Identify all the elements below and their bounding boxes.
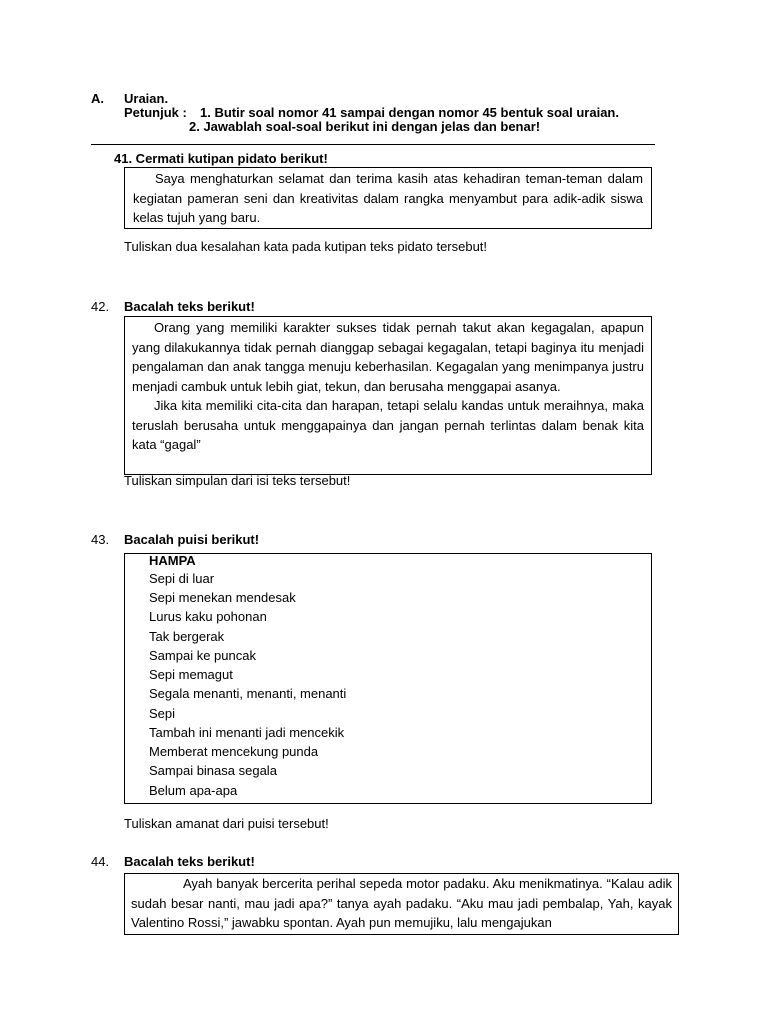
q41-heading: 41. Cermati kutipan pidato berikut! bbox=[114, 151, 328, 166]
q43-poem-line: Segala menanti, menanti, menanti bbox=[149, 686, 347, 701]
instruction-2: 2. Jawablah soal-soal berikut ini dengan jelas dan benar! bbox=[189, 119, 541, 134]
q43-poem-line: Sepi menekan mendesak bbox=[149, 590, 296, 605]
q43-poem-line: Belum apa-apa bbox=[149, 783, 238, 798]
q43-number: 43. bbox=[91, 532, 110, 547]
q43-poem-line: Lurus kaku pohonan bbox=[149, 609, 267, 624]
q44-passage: Ayah banyak bercerita perihal sepeda motor padaku. Aku menikmatinya. “Kalau adik sudah besar nanti, mau jadi apa?” tanya ayah padaku. “Aku mau jadi pembalap, Yah, kayak Valentino Rossi,” jawabku spontan. Ayah pun memujiku, lalu mengajukan bbox=[131, 876, 672, 930]
instruction-1: 1. Butir soal nomor 41 sampai dengan nomor 45 bentuk soal uraian. bbox=[200, 105, 619, 120]
q42-paragraph-1: Orang yang memiliki karakter sukses tidak pernah takut akan kegagalan, apapun yang dilakukannya tidak pernah dianggap sebagai kegagalan, tetapi baginya itu menjadi pengalaman dan anak tangga menuju keberhasilan. Kegagalan yang menimpanya justru menjadi cambuk untuk lebih giat, tekun, dan berusaha menggapai asanya. bbox=[132, 320, 644, 394]
q43-poem-line: Sampai ke puncak bbox=[149, 648, 256, 663]
q42-question: Tuliskan simpulan dari isi teks tersebut! bbox=[124, 473, 351, 488]
q44-passage-box bbox=[124, 873, 679, 935]
q43-poem-line: Sepi memagut bbox=[149, 667, 233, 682]
q42-paragraph-2: Jika kita memiliki cita-cita dan harapan, tetapi selalu kandas untuk meraihnya, maka teruslah berusaha untuk menggapainya dan jangan pernah terlintas dalam benak kita kata “gagal” bbox=[132, 398, 644, 452]
q43-poem-line: Sampai binasa segala bbox=[149, 763, 277, 778]
q43-poem-box bbox=[124, 553, 652, 804]
q44-heading: Bacalah teks berikut! bbox=[124, 854, 255, 869]
q43-heading: Bacalah puisi berikut! bbox=[124, 532, 260, 547]
q42-heading: Bacalah teks berikut! bbox=[124, 299, 255, 314]
instructions-label: Petunjuk : bbox=[124, 105, 187, 120]
q42-passage-box bbox=[124, 316, 652, 475]
section-letter: A. bbox=[91, 91, 104, 106]
q44-number: 44. bbox=[91, 854, 110, 869]
q43-poem-line: Tak bergerak bbox=[149, 629, 225, 644]
q43-question: Tuliskan amanat dari puisi tersebut! bbox=[124, 816, 329, 831]
q41-passage: Saya menghaturkan selamat dan terima kasih atas kehadiran teman-teman dalam kegiatan pameran seni dan kreativitas dalam rangka menyambut para adik-adik siswa kelas tujuh yang baru. bbox=[133, 171, 643, 225]
q43-poem-line: Tambah ini menanti jadi mencekik bbox=[149, 725, 345, 740]
q42-number: 42. bbox=[91, 299, 110, 314]
q43-poem-line: Sepi bbox=[149, 706, 176, 721]
section-divider bbox=[91, 144, 655, 145]
q43-poem-line: Sepi di luar bbox=[149, 571, 215, 586]
section-title: Uraian. bbox=[124, 91, 169, 106]
q43-poem-title: HAMPA bbox=[149, 553, 196, 568]
q43-poem-line: Memberat mencekung punda bbox=[149, 744, 319, 759]
q41-passage-box bbox=[124, 167, 652, 229]
q41-question: Tuliskan dua kesalahan kata pada kutipan teks pidato tersebut! bbox=[124, 239, 488, 254]
